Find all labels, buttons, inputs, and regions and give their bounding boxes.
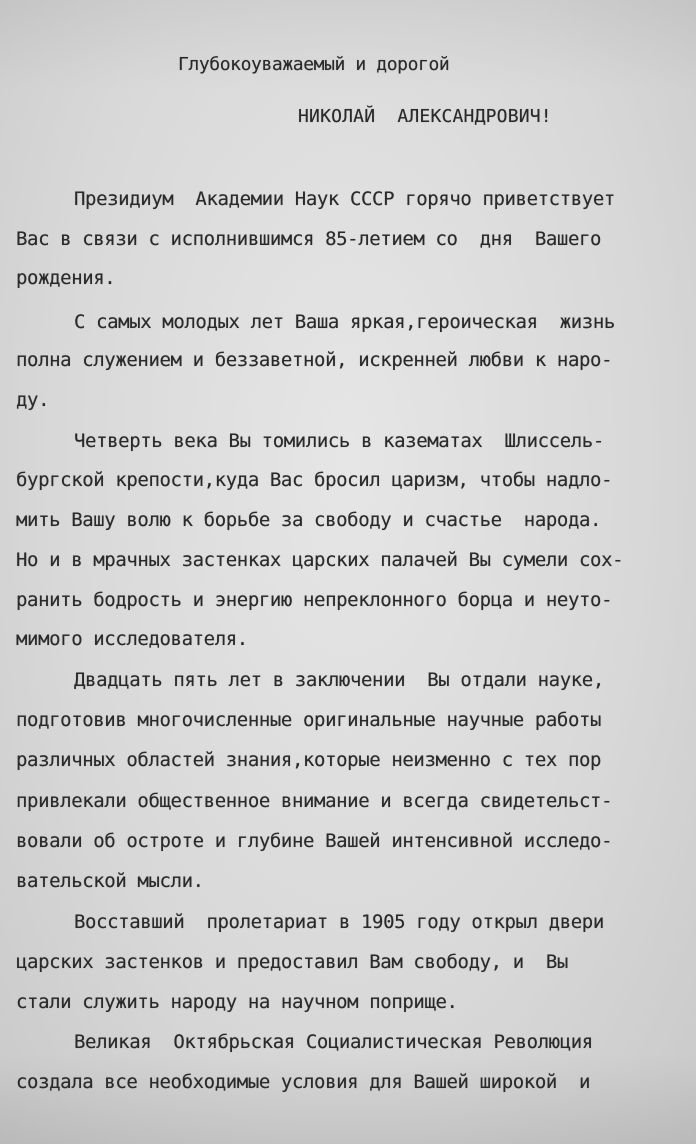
paragraph-2-line-3: ду.	[16, 389, 50, 411]
paragraph-4-line-2: подготовив многочисленные оригинальные научные работы	[16, 709, 602, 731]
paragraph-6-line-1: Великая Октябрьская Социалистическая Революция	[74, 1031, 593, 1053]
paragraph-3-line-6: мимого исследователя.	[16, 628, 248, 650]
paragraph-3-line-4: Но и в мрачных застенках царских палачей Вы сумели сох-	[16, 549, 624, 571]
paragraph-5-line-3: стали служить народу на научном поприще.	[16, 991, 458, 1013]
paragraph-2-line-1: С самых молодых лет Ваша яркая,героическая жизнь	[74, 311, 615, 333]
paragraph-1-line-1: Президиум Академии Наук СССР горячо приветствует	[74, 188, 615, 210]
paragraph-3-line-3: мить Вашу волю к борьбе за свободу и счастье народа.	[16, 509, 602, 531]
paragraph-4-line-5: вовали об остроте и глубине Вашей интенсивной исследо-	[16, 830, 613, 852]
paragraph-4-line-3: различных областей знания,которые неизменно с тех пор	[16, 749, 602, 771]
paragraph-3-line-2: бургской крепости,куда Вас бросил царизм, чтобы надло-	[16, 469, 613, 491]
salutation-greeting: Глубокоуважаемый и дорогой	[178, 54, 450, 75]
paragraph-6-line-2: создала все необходимые условия для Вашей широкой и	[16, 1071, 591, 1093]
paragraph-5-line-1: Восставший пролетариат в 1905 году открыл двери	[74, 911, 604, 933]
paragraph-1-line-2: Вас в связи с исполнившимся 85-летием со дня Вашего	[16, 228, 602, 250]
paragraph-4-line-4: привлекали общественное внимание и всегда свидетельст-	[16, 790, 613, 812]
paragraph-5-line-2: царских застенков и предоставил Вам свободу, и Вы	[16, 951, 568, 973]
paragraph-2-line-2: полна служением и беззаветной, искренней любви к наро-	[16, 349, 613, 371]
paragraph-3-line-5: ранить бодрость и энергию непреклонного борца и неуто-	[16, 589, 613, 611]
salutation-addressee: НИКОЛАЙ АЛЕКСАНДРОВИЧ!	[298, 106, 552, 127]
paragraph-3-line-1: Четверть века Вы томились в казематах Шлиссель-	[74, 430, 604, 452]
paragraph-4-line-6: вательской мысли.	[16, 870, 204, 892]
paragraph-1-line-3: рождения.	[16, 267, 116, 289]
paragraph-4-line-1: Двадцать пять лет в заключении Вы отдали науке,	[74, 669, 604, 691]
